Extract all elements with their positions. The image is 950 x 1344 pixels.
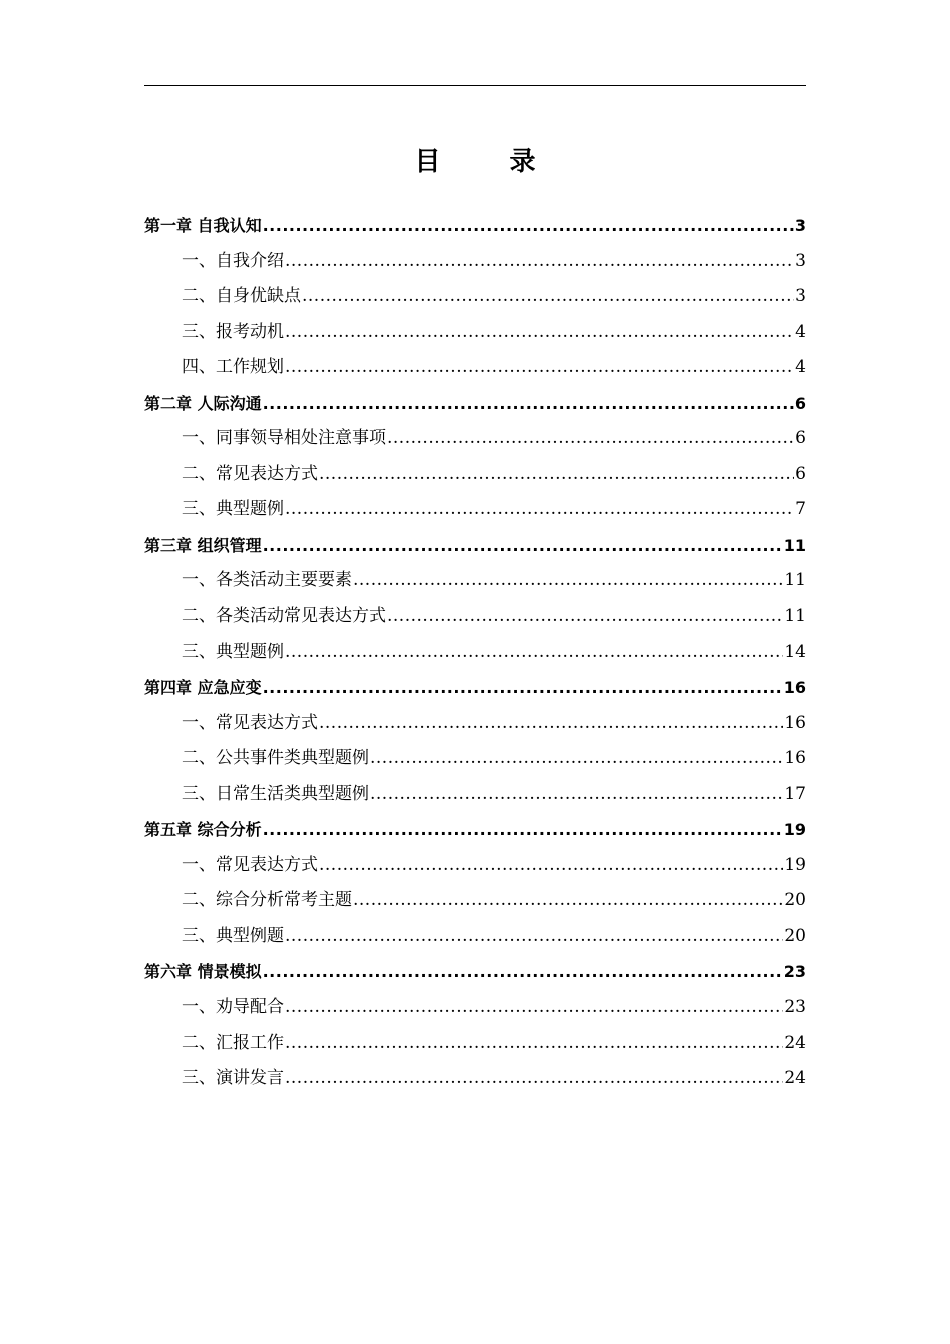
toc-dot-leader [285,990,783,1026]
toc-dot-leader [370,741,783,777]
toc-dot-leader [387,421,794,457]
toc-title: 目 录 [414,147,566,177]
toc-page-number: 7 [795,499,806,520]
toc-entry-title: 三、报考动机 [182,321,284,342]
toc-page-number: 6 [794,393,806,413]
toc-page-number: 20 [784,890,806,911]
toc-chapter-row[interactable] [144,670,806,706]
toc-entry-title: 三、典型题例 [182,499,284,520]
toc-section-row[interactable] [144,563,806,599]
toc-section-row[interactable] [144,883,806,919]
toc-dot-leader [353,883,783,919]
toc-page-number: 3 [795,250,806,271]
toc-section-row[interactable] [144,848,806,884]
toc-dot-leader [263,670,783,706]
toc-dot-leader [285,315,794,351]
toc-dot-leader [285,1026,783,1062]
toc-page-number: 20 [784,925,806,946]
toc-entry-title: 第四章 应急应变 [144,678,262,698]
toc-section-row[interactable] [144,492,806,528]
toc-dot-leader [263,386,794,422]
toc-section-row[interactable] [144,635,806,671]
toc-dot-leader [285,1061,783,1097]
toc-dot-leader [285,244,794,280]
toc-entry-title: 第三章 组织管理 [144,535,262,555]
toc-section-row[interactable] [144,599,806,635]
toc-dot-leader [353,563,783,599]
toc-section-row[interactable] [144,1061,806,1097]
toc-page-number: 19 [784,854,806,875]
toc-chapter-row[interactable] [144,386,806,422]
toc-entry-title: 一、常见表达方式 [182,854,318,875]
toc-entry-title: 二、公共事件类典型题例 [182,748,369,769]
toc-entry-title: 二、各类活动常见表达方式 [182,606,386,627]
toc-dot-leader [263,208,794,244]
toc-dot-leader [285,919,783,955]
toc-entry-title: 第二章 人际沟通 [144,393,262,413]
toc-dot-leader [370,777,783,813]
toc-entry-title: 三、演讲发言 [182,1068,284,1089]
toc-dot-leader [387,599,783,635]
toc-entry-title: 第一章 自我认知 [144,216,262,235]
toc-entry-title: 一、自我介绍 [182,250,284,271]
toc-section-row[interactable] [144,741,806,777]
toc-dot-leader [263,528,783,564]
toc-chapter-row[interactable] [144,528,806,564]
toc-section-row[interactable] [144,777,806,813]
toc-page-number: 11 [783,535,806,555]
toc-entry-title: 三、日常生活类典型题例 [182,783,369,804]
toc-page-number: 14 [784,641,806,662]
toc-dot-leader [263,954,783,990]
toc-dot-leader [285,635,783,671]
toc-dot-leader [285,492,794,528]
toc-page-number: 16 [784,712,806,733]
toc-dot-leader [319,457,794,493]
toc-section-row[interactable] [144,350,806,386]
toc-section-row[interactable] [144,244,806,280]
toc-section-row[interactable] [144,1026,806,1062]
toc-section-row[interactable] [144,990,806,1026]
toc-page-number: 4 [795,321,806,342]
toc-page-number: 17 [784,783,806,804]
toc-entry-title: 一、各类活动主要要素 [182,570,352,591]
toc-page-number: 11 [784,606,806,627]
toc-dot-leader [319,848,783,884]
toc-page-number: 24 [784,1032,806,1053]
toc-entry-title: 第五章 综合分析 [144,820,262,840]
toc-entry-title: 第六章 情景模拟 [144,962,262,982]
toc-section-row[interactable] [144,457,806,493]
toc-dot-leader [263,812,783,848]
toc-entry-title: 二、汇报工作 [182,1032,284,1053]
toc-entry-title: 二、综合分析常考主题 [182,890,352,911]
toc-entry-title: 二、常见表达方式 [182,463,318,484]
toc-section-row[interactable] [144,279,806,315]
toc-entry-title: 一、劝导配合 [182,997,284,1018]
toc-page-number: 11 [784,570,806,591]
toc-dot-leader [319,706,783,742]
toc-entry-title: 三、典型题例 [182,641,284,662]
toc-page-number: 4 [795,357,806,378]
toc-page-number: 3 [795,286,806,307]
toc-section-row[interactable] [144,315,806,351]
toc-dot-leader [285,350,794,386]
toc-entry-title: 二、自身优缺点 [182,286,301,307]
header-rule [144,85,806,86]
toc-chapter-row[interactable] [144,954,806,990]
toc-entry-title: 四、工作规划 [182,357,284,378]
table-of-contents [144,208,806,1097]
toc-chapter-row[interactable] [144,812,806,848]
toc-section-row[interactable] [144,919,806,955]
toc-page-number: 6 [795,428,806,449]
toc-page-number: 6 [795,463,806,484]
toc-chapter-row[interactable] [144,208,806,244]
toc-entry-title: 一、常见表达方式 [182,712,318,733]
toc-page-number: 23 [784,997,806,1018]
toc-page-number: 19 [783,820,806,840]
toc-section-row[interactable] [144,421,806,457]
toc-dot-leader [302,279,794,315]
toc-page-number: 16 [784,748,806,769]
toc-entry-title: 三、典型例题 [182,925,284,946]
toc-page-number: 3 [794,216,806,235]
toc-page-number: 24 [784,1068,806,1089]
toc-entry-title: 一、同事领导相处注意事项 [182,428,386,449]
toc-page-number: 23 [783,962,806,982]
toc-section-row[interactable] [144,706,806,742]
toc-page-number: 16 [783,678,806,698]
